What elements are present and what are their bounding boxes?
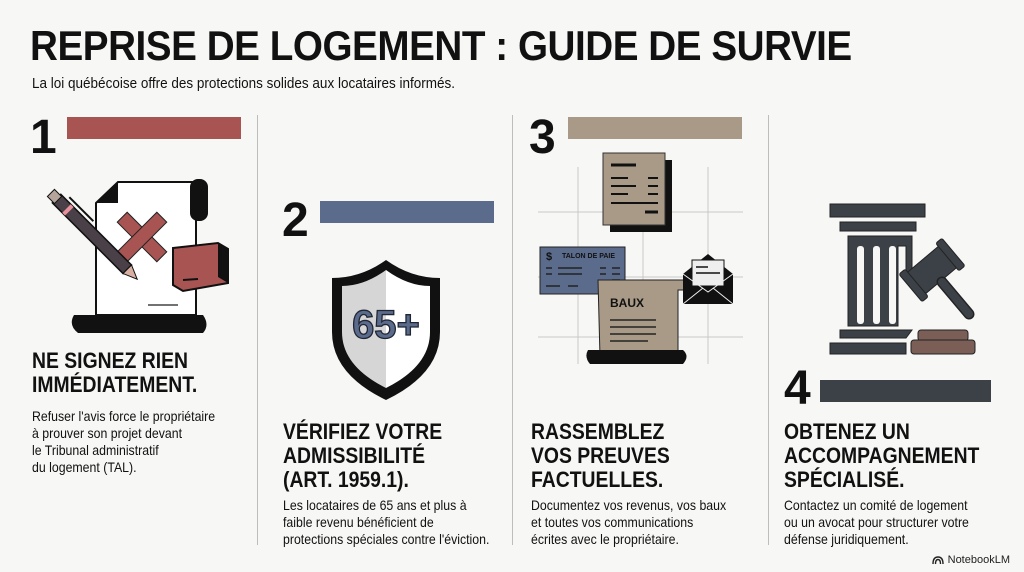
step-heading: VÉRIFIEZ VOTRE ADMISSIBILITÉ (ART. 1959.1).	[283, 419, 443, 492]
column-divider	[512, 115, 513, 545]
step-description: Refuser l'avis force le propriétaire à prouver son projet devant le Tribunal administratif du logement (TAL).	[32, 408, 216, 475]
page-title: REPRISE DE LOGEMENT : GUIDE DE SURVIE	[30, 22, 852, 69]
step-heading: RASSEMBLEZ VOS PREUVES FACTUELLES.	[531, 419, 670, 492]
documents-evidence-icon	[538, 152, 748, 364]
svg-text:BAUX: BAUX	[610, 296, 645, 310]
step-description: Contactez un comité de logement ou un avocat pour structurer votre défense juridiquement.	[784, 497, 969, 547]
column-divider	[768, 115, 769, 545]
brand-name: NotebookLM	[947, 554, 1010, 566]
step-number: 4	[784, 362, 811, 415]
courthouse-gavel-icon	[826, 200, 976, 360]
shield-65-icon	[326, 256, 446, 404]
step-accent-bar	[320, 201, 494, 223]
step-heading: NE SIGNEZ RIEN IMMÉDIATEMENT.	[32, 348, 198, 397]
step-number: 1	[30, 111, 57, 164]
svg-text:$: $	[546, 251, 553, 263]
page-subtitle: La loi québécoise offre des protections solides aux locataires informés.	[32, 75, 455, 92]
step-number: 3	[529, 111, 556, 164]
notebooklm-logo-icon	[932, 555, 944, 565]
svg-text:65+: 65+	[352, 303, 420, 347]
step-description: Les locataires de 65 ans et plus à faible revenu bénéficient de protections spéciales contre l'éviction.	[283, 497, 490, 547]
brand-watermark	[932, 554, 1010, 566]
step-heading: OBTENEZ UN ACCOMPAGNEMENT SPÉCIALISÉ.	[784, 419, 980, 492]
document-refuse-icon	[38, 175, 238, 335]
step-number: 2	[282, 194, 309, 247]
step-accent-bar	[67, 117, 241, 139]
column-divider	[257, 115, 258, 545]
step-accent-bar	[820, 380, 991, 402]
step-description: Documentez vos revenus, vos baux et toutes vos communications écrites avec le propriétaire.	[531, 497, 727, 547]
svg-text:TALON DE PAIE: TALON DE PAIE	[562, 253, 616, 260]
step-accent-bar	[568, 117, 742, 139]
